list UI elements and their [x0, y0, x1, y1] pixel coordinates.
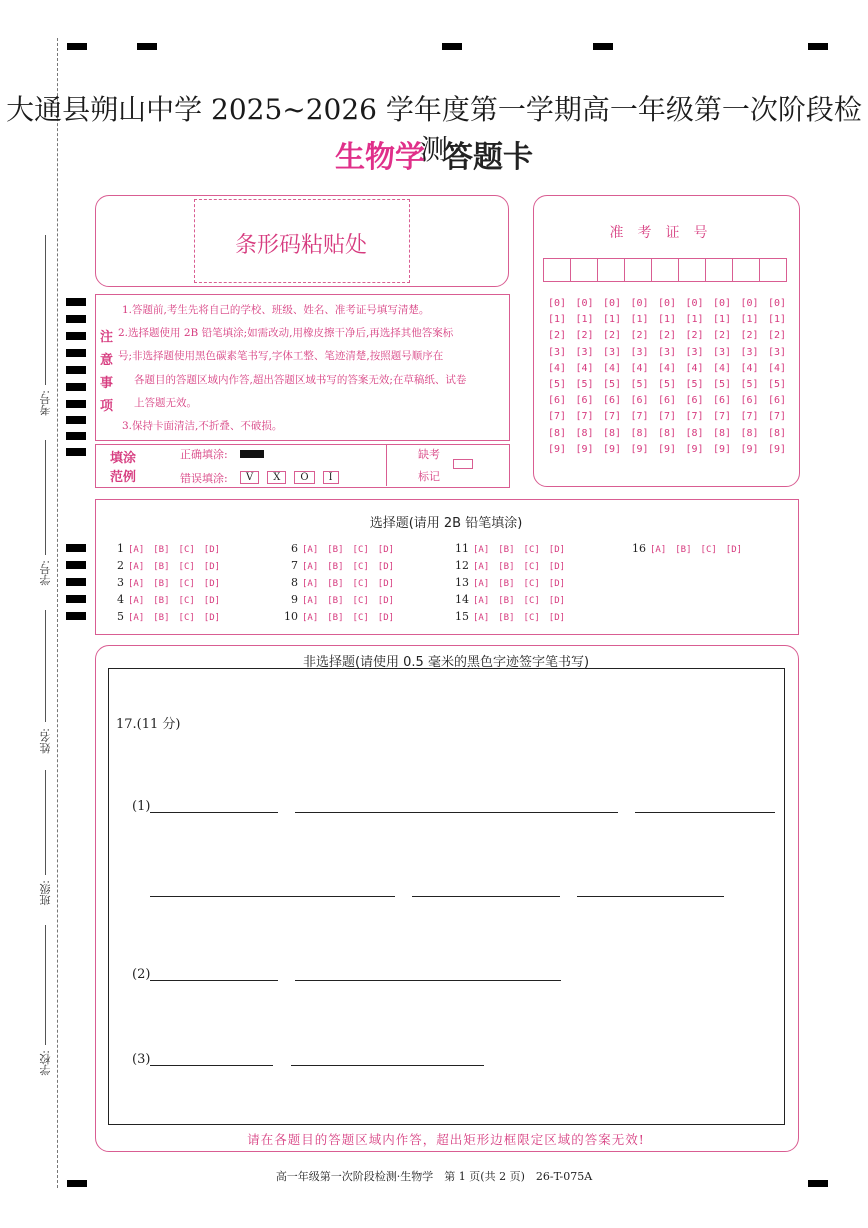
exam-id-bubble[interactable]: [4] [575, 362, 594, 374]
timing-mark [66, 383, 86, 391]
exam-id-bubble[interactable]: [5] [713, 379, 732, 390]
mcq-number: 10 [284, 610, 298, 623]
exam-id-bubble[interactable]: [4] [658, 362, 677, 374]
exam-id-bubble[interactable]: [5] [685, 379, 704, 390]
exam-id-bubble[interactable]: [6] [603, 395, 622, 407]
exam-id-bubble[interactable]: [4] [768, 362, 787, 374]
exam-id-bubble[interactable]: [5] [740, 379, 759, 390]
mcq-number: 7 [291, 559, 298, 572]
side-label-seat-no: 学号: [39, 560, 52, 586]
mcq-number: 13 [455, 576, 469, 589]
part-3-label: (3) [132, 1052, 151, 1067]
mcq-option-bubble[interactable]: [C] [352, 596, 369, 606]
mcq-option-bubble[interactable]: [A] [128, 613, 145, 623]
exam-id-cell[interactable] [624, 258, 651, 282]
registration-mark [808, 43, 828, 50]
correct-fill-label: 正确填涂: [180, 448, 228, 461]
exam-id-bubble[interactable]: [8] [768, 427, 787, 439]
registration-mark [137, 43, 157, 50]
mcq-number: 8 [291, 576, 298, 589]
timing-mark [66, 578, 86, 586]
exam-id-bubble[interactable]: [2] [713, 330, 732, 342]
exam-id-bubble[interactable]: [1] [713, 314, 732, 326]
timing-mark [66, 400, 86, 408]
mcq-option-bubble[interactable]: [A] [302, 613, 319, 623]
side-fill-line [45, 925, 46, 1045]
mcq-option-bubble[interactable]: [B] [498, 579, 515, 589]
wrong-fill-samples [240, 472, 339, 483]
timing-mark [66, 544, 86, 552]
exam-id-bubble[interactable]: [4] [548, 362, 567, 374]
note-line: 上答题无效。 [134, 397, 197, 409]
exam-id-bubble[interactable]: [9] [713, 443, 732, 455]
mcq-option-bubble[interactable]: [C] [352, 562, 369, 572]
exam-id-cell[interactable] [759, 258, 787, 282]
mcq-option-bubble[interactable]: [C] [523, 579, 540, 589]
mcq-number: 6 [291, 542, 298, 555]
page-footer: 高一年级第一次阶段检测·生物学 第 1 页(共 2 页) 26-T-075A [275, 1170, 593, 1183]
side-fill-line [45, 610, 46, 722]
exam-id-bubble[interactable]: [4] [713, 362, 732, 374]
exam-id-bubble[interactable]: [1] [630, 314, 649, 326]
exam-id-bubble[interactable]: [1] [575, 314, 594, 326]
exam-id-bubble[interactable]: [1] [603, 314, 622, 326]
exam-id-bubble[interactable]: [1] [548, 314, 567, 326]
exam-id-bubble[interactable]: [9] [658, 443, 677, 455]
exam-id-bubble[interactable]: [7] [575, 411, 594, 423]
exam-id-bubble[interactable]: [5] [548, 379, 567, 390]
mcq-option-bubble[interactable]: [D] [203, 579, 221, 589]
mcq-number: 12 [455, 559, 469, 572]
exam-id-bubble[interactable]: [2] [685, 330, 704, 342]
answer-line[interactable] [295, 980, 561, 981]
mcq-row [110, 559, 229, 572]
exam-id-bubble[interactable]: [0] [548, 298, 567, 309]
mcq-number: 14 [455, 593, 469, 606]
exam-id-cell[interactable] [543, 258, 570, 282]
exam-id-bubble[interactable]: [4] [630, 362, 649, 374]
exam-id-bubble[interactable]: [9] [548, 443, 567, 455]
exam-id-bubble[interactable]: [4] [740, 362, 759, 374]
exam-id-bubble[interactable]: [5] [603, 379, 622, 390]
exam-id-bubble[interactable]: [6] [768, 395, 787, 407]
mcq-row [455, 610, 574, 623]
mcq-option-bubble[interactable]: [C] [523, 596, 540, 606]
exam-id-bubble[interactable]: [8] [740, 427, 759, 439]
answer-line[interactable] [291, 1065, 484, 1066]
mcq-number: 16 [632, 542, 646, 555]
exam-id-cell[interactable] [678, 258, 705, 282]
answer-line[interactable] [150, 980, 278, 981]
exam-id-bubble[interactable]: [2] [603, 330, 622, 342]
mcq-number: 1 [117, 542, 124, 555]
fill-example-label: 范例 [110, 470, 137, 485]
answer-line[interactable] [150, 1065, 273, 1066]
mcq-option-bubble[interactable]: [B] [675, 545, 692, 555]
note-line: 2.选择题使用 2B 铅笔填涂;如需改动,用橡皮擦干净后,再选择其他答案标 [118, 327, 454, 339]
exam-id-bubble[interactable]: [0] [658, 298, 677, 309]
mcq-option-bubble[interactable]: [D] [377, 613, 395, 623]
timing-mark [66, 349, 86, 357]
mcq-option-bubble[interactable]: [D] [203, 596, 221, 606]
exam-id-bubble[interactable]: [3] [658, 346, 677, 358]
multiple-choice-title: 选择题(请用 2B 铅笔填涂) [369, 516, 523, 531]
mcq-option-bubble[interactable]: [C] [178, 579, 195, 589]
mcq-option-bubble[interactable]: [D] [725, 545, 743, 555]
mcq-row [284, 542, 403, 555]
exam-id-title: 准考证号 [609, 225, 722, 241]
exam-id-cell[interactable] [651, 258, 678, 282]
mcq-option-bubble[interactable]: [A] [128, 545, 145, 555]
mcq-option-bubble[interactable]: [D] [548, 613, 566, 623]
exam-id-bubble[interactable]: [1] [658, 314, 677, 326]
exam-id-bubble[interactable]: [3] [740, 346, 759, 358]
mcq-option-bubble[interactable]: [D] [377, 562, 395, 572]
mcq-option-bubble[interactable]: [A] [473, 579, 490, 589]
answer-line[interactable] [150, 896, 395, 897]
wrong-fill-label: 错误填涂: [180, 472, 228, 485]
subject-name: 生物学 [335, 140, 425, 175]
registration-mark [442, 43, 462, 50]
exam-id-cell[interactable] [732, 258, 759, 282]
exam-id-bubble[interactable]: [6] [630, 395, 649, 407]
answer-line[interactable] [577, 896, 724, 897]
exam-id-bubble[interactable]: [2] [740, 330, 759, 342]
divider [386, 444, 387, 486]
exam-id-bubble[interactable]: [0] [740, 298, 759, 309]
mcq-option-bubble[interactable]: [C] [352, 579, 369, 589]
mcq-option-bubble[interactable]: [A] [473, 613, 490, 623]
timing-mark [66, 561, 86, 569]
mcq-option-bubble[interactable]: [D] [203, 545, 221, 555]
exam-id-bubble[interactable]: [7] [630, 411, 649, 423]
timing-mark [66, 416, 86, 424]
mcq-row [455, 559, 574, 572]
exam-id-bubble[interactable]: [9] [768, 443, 787, 455]
notes-label-char: 注 [100, 330, 114, 345]
exam-id-bubble[interactable]: [8] [575, 427, 594, 439]
exam-id-bubble[interactable]: [6] [685, 395, 704, 407]
exam-id-bubble[interactable]: [9] [685, 443, 704, 455]
page-title: 大通县朔山中学 2025~2026 学年度第一学期高一年级第一次阶段检测 [6, 93, 862, 166]
mcq-row [284, 610, 403, 623]
answer-line[interactable] [295, 812, 618, 813]
page-subtitle [0, 132, 868, 176]
mcq-row [110, 542, 229, 555]
timing-mark [66, 448, 86, 456]
mcq-row [455, 542, 574, 555]
side-fill-line [45, 235, 46, 385]
exam-id-bubble[interactable]: [8] [713, 427, 732, 439]
exam-id-bubble[interactable]: [7] [768, 411, 787, 423]
exam-id-bubble[interactable]: [9] [603, 443, 622, 455]
mcq-option-bubble[interactable]: [C] [178, 545, 195, 555]
exam-id-bubble[interactable]: [0] [768, 298, 787, 309]
mcq-option-bubble[interactable]: [A] [128, 562, 145, 572]
mcq-option-bubble[interactable]: [A] [473, 562, 490, 572]
fill-example-label: 填涂 [110, 451, 137, 466]
mcq-option-bubble[interactable]: [C] [352, 613, 369, 623]
exam-id-bubble[interactable]: [2] [768, 330, 787, 342]
side-label-exam-no: 考号: [39, 390, 52, 416]
mcq-number: 2 [117, 559, 124, 572]
mcq-number: 3 [117, 576, 124, 589]
exam-id-bubble[interactable]: [6] [658, 395, 677, 407]
boundary-warning: 请在各题目的答题区域内作答，超出矩形边框限定区域的答案无效! [247, 1132, 645, 1147]
side-label-class: 班级: [39, 880, 52, 906]
part-2-label: (2) [132, 967, 151, 982]
mcq-option-bubble[interactable]: [C] [352, 545, 369, 555]
note-line: 号;非选择题使用黑色碳素笔书写,字体工整、笔迹清楚,按照题号顺序在 [118, 350, 444, 362]
barcode-label: 条形码粘贴处 [234, 233, 367, 258]
exam-id-bubble[interactable]: [1] [740, 314, 759, 326]
mcq-option-bubble[interactable]: [B] [153, 579, 170, 589]
exam-id-bubble[interactable]: [3] [630, 346, 649, 358]
question-17-label: 17.(11 分) [116, 717, 181, 732]
mcq-option-bubble[interactable]: [B] [153, 613, 170, 623]
mcq-option-bubble[interactable]: [B] [498, 562, 515, 572]
exam-id-bubble[interactable]: [7] [548, 411, 567, 423]
mcq-row [110, 576, 229, 589]
note-line: 3.保持卡面清洁,不折叠、不破损。 [122, 420, 283, 432]
exam-id-bubble[interactable]: [3] [575, 346, 594, 358]
mcq-option-bubble[interactable]: [A] [302, 596, 319, 606]
mcq-row [110, 593, 229, 606]
timing-mark [66, 595, 86, 603]
mcq-number: 11 [455, 542, 469, 555]
answer-line[interactable] [412, 896, 560, 897]
mcq-option-bubble[interactable]: [A] [128, 579, 145, 589]
binding-line [57, 38, 58, 1188]
mcq-number: 15 [455, 610, 469, 623]
exam-id-bubble[interactable]: [7] [658, 411, 677, 423]
card-name: 答题卡 [443, 140, 533, 175]
exam-id-bubble[interactable]: [7] [740, 411, 759, 423]
exam-id-cell[interactable] [705, 258, 732, 282]
part-1-label: (1) [132, 799, 151, 814]
exam-id-bubble[interactable]: [2] [548, 330, 567, 342]
exam-id-bubble[interactable]: [0] [630, 298, 649, 309]
mcq-option-bubble[interactable]: [B] [498, 596, 515, 606]
mcq-option-bubble[interactable]: [D] [377, 596, 395, 606]
wrong-mark-cross: X [267, 471, 286, 484]
notes-label-char: 事 [100, 376, 114, 391]
registration-mark [67, 43, 87, 50]
mcq-option-bubble[interactable]: [C] [523, 613, 540, 623]
side-fill-line [45, 440, 46, 555]
exam-id-bubble[interactable]: [6] [740, 395, 759, 407]
side-fill-line [45, 770, 46, 875]
timing-mark [66, 432, 86, 440]
exam-id-bubble[interactable]: [7] [603, 411, 622, 423]
mcq-option-bubble[interactable]: [D] [548, 562, 566, 572]
mcq-option-bubble[interactable]: [D] [548, 545, 566, 555]
mcq-option-bubble[interactable]: [A] [473, 545, 490, 555]
exam-id-bubble[interactable]: [7] [685, 411, 704, 423]
exam-id-bubble[interactable]: [8] [685, 427, 704, 439]
mcq-option-bubble[interactable]: [B] [153, 596, 170, 606]
timing-mark [66, 332, 86, 340]
timing-mark [66, 366, 86, 374]
mcq-option-bubble[interactable]: [D] [203, 562, 221, 572]
mcq-option-bubble[interactable]: [D] [548, 579, 566, 589]
mcq-row [284, 559, 403, 572]
exam-id-bubble[interactable]: [8] [630, 427, 649, 439]
free-response-title: 非选择题(请使用 0.5 毫米的黑色字迹签字笔书写) [302, 655, 590, 670]
exam-id-cell[interactable] [597, 258, 624, 282]
mcq-option-bubble[interactable]: [B] [153, 562, 170, 572]
exam-id-bubble[interactable]: [2] [630, 330, 649, 342]
note-line: 各题目的答题区域内作答,超出答题区域书写的答案无效;在草稿纸、试卷 [134, 374, 467, 386]
mcq-row [455, 576, 574, 589]
mcq-option-bubble[interactable]: [A] [650, 545, 667, 555]
mcq-option-bubble[interactable]: [B] [153, 545, 170, 555]
mcq-option-bubble[interactable]: [B] [327, 562, 344, 572]
absent-checkbox[interactable] [453, 459, 473, 469]
mcq-option-bubble[interactable]: [C] [178, 562, 195, 572]
side-label-name: 姓名: [39, 728, 52, 754]
mcq-row [284, 576, 403, 589]
exam-id-bubble[interactable]: [9] [630, 443, 649, 455]
mcq-option-bubble[interactable]: [A] [302, 545, 319, 555]
timing-mark [66, 612, 86, 620]
mcq-option-bubble[interactable]: [B] [327, 545, 344, 555]
note-line: 1.答题前,考生先将自己的学校、班级、姓名、准考证号填写清楚。 [122, 304, 430, 316]
exam-id-bubble[interactable]: [3] [768, 346, 787, 358]
answer-line[interactable] [635, 812, 775, 813]
mcq-option-bubble[interactable]: [D] [203, 613, 221, 623]
exam-id-bubble[interactable]: [3] [685, 346, 704, 358]
mcq-option-bubble[interactable]: [A] [302, 562, 319, 572]
mcq-number: 4 [117, 593, 124, 606]
mcq-option-bubble[interactable]: [C] [178, 613, 195, 623]
exam-id-bubble[interactable]: [0] [575, 298, 594, 309]
mcq-row [284, 593, 403, 606]
mcq-option-bubble[interactable]: [D] [377, 545, 395, 555]
wrong-mark-check: V [240, 471, 259, 484]
exam-id-bubble[interactable]: [2] [575, 330, 594, 342]
mcq-row [110, 610, 229, 623]
side-label-school: 学校: [39, 1050, 52, 1076]
exam-id-bubble[interactable]: [8] [658, 427, 677, 439]
exam-id-bubble[interactable]: [5] [768, 379, 787, 390]
mcq-option-bubble[interactable]: [B] [327, 596, 344, 606]
exam-id-bubble[interactable]: [7] [713, 411, 732, 423]
mcq-option-bubble[interactable]: [A] [128, 596, 145, 606]
mcq-option-bubble[interactable]: [C] [523, 562, 540, 572]
timing-mark [66, 298, 86, 306]
mcq-row [455, 593, 574, 606]
mcq-option-bubble[interactable]: [A] [473, 596, 490, 606]
exam-id-bubble[interactable]: [5] [575, 379, 594, 390]
exam-id-bubble[interactable]: [0] [685, 298, 704, 309]
mcq-option-bubble[interactable]: [C] [178, 596, 195, 606]
exam-id-bubble[interactable]: [0] [603, 298, 622, 309]
exam-id-bubble[interactable]: [6] [713, 395, 732, 407]
exam-id-cell[interactable] [570, 258, 597, 282]
mcq-option-bubble[interactable]: [C] [700, 545, 717, 555]
exam-id-bubble[interactable]: [8] [603, 427, 622, 439]
mcq-option-bubble[interactable]: [B] [498, 545, 515, 555]
registration-mark [593, 43, 613, 50]
answer-line[interactable] [150, 812, 278, 813]
exam-id-bubble[interactable]: [5] [658, 379, 677, 390]
exam-id-bubble[interactable]: [3] [548, 346, 567, 358]
absent-label: 标记 [418, 470, 440, 483]
wrong-mark-circle: O [294, 471, 314, 484]
exam-id-bubble[interactable]: [3] [603, 346, 622, 358]
notes-label-char: 意 [100, 353, 114, 368]
exam-id-bubble[interactable]: [0] [713, 298, 732, 309]
timing-mark [66, 315, 86, 323]
correct-fill-sample [240, 450, 264, 458]
exam-id-bubble[interactable]: [9] [575, 443, 594, 455]
exam-id-bubble[interactable]: [1] [685, 314, 704, 326]
exam-id-bubble[interactable]: [6] [548, 395, 567, 407]
mcq-number: 5 [117, 610, 124, 623]
mcq-option-bubble[interactable]: [A] [302, 579, 319, 589]
exam-id-bubble[interactable]: [6] [575, 395, 594, 407]
mcq-option-bubble[interactable]: [C] [523, 545, 540, 555]
mcq-row [632, 542, 751, 555]
notes-label-char: 项 [100, 399, 114, 414]
wrong-mark-line: I [323, 471, 339, 484]
mcq-option-bubble[interactable]: [D] [548, 596, 566, 606]
mcq-option-bubble[interactable]: [D] [377, 579, 395, 589]
mcq-option-bubble[interactable]: [B] [327, 579, 344, 589]
mcq-option-bubble[interactable]: [B] [327, 613, 344, 623]
exam-id-bubble[interactable]: [9] [740, 443, 759, 455]
mcq-option-bubble[interactable]: [B] [498, 613, 515, 623]
exam-id-bubble[interactable]: [1] [768, 314, 787, 326]
exam-id-bubble[interactable]: [2] [658, 330, 677, 342]
exam-id-bubble[interactable]: [5] [630, 379, 649, 390]
mcq-number: 9 [291, 593, 298, 606]
exam-id-bubble[interactable]: [4] [603, 362, 622, 374]
exam-id-bubble[interactable]: [8] [548, 427, 567, 439]
exam-id-bubble[interactable]: [3] [713, 346, 732, 358]
absent-label: 缺考 [418, 448, 440, 461]
exam-id-bubble[interactable]: [4] [685, 362, 704, 374]
